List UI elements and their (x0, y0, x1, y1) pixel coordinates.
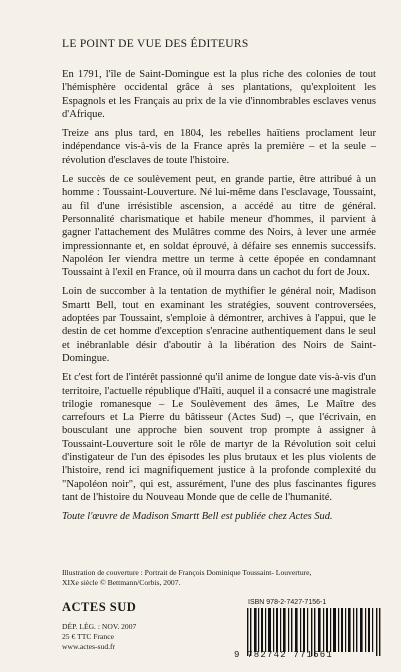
paragraph: Et c'est fort de l'intérêt passionné qu'il anime de longue date vis-à-vis d'un territoire, l'actuelle république d'Haïti, auquel il a consacré une magistrale trilogie romanesque – Le Soulèvement des âmes, Le Maître des carrefours et La Pierre du bâtisseur (Actes Sud) –, que l'écrivain, en bousculant une approche bien souvent trop prompte à assigner à Toussaint-Louverture soit le rôle de martyr de la Révolution soit celui d'instigateur de l'un des épisodes les plus brutaux et les plus violents de l'histoire, rend ici magnifiquement justice à la profonde complexité du "Napoléon noir", qui est, assurément, l'une des plus fascinantes figures tant de l'histoire du Nouveau Monde que de celle de l'humanité. (62, 372, 376, 503)
paragraph: Le succès de ce soulèvement peut, en grande partie, être attribué à un homme : Toussaint-Louverture. Né lui-même dans l'esclavage, Toussaint, au fil d'une irrésistible ascension, a accédé au titre de général. Personnalité charismatique et habile meneur d'hommes, il parvient à gagner l'attachement des Mulâtres comme des Noirs, à lever une armée impressionnante et, en soldat éprouvé, à défaire ses ennemis successifs. Napoléon Ier viendra mettre un terme à cette épopée en condamnant Toussaint à l'exil en France, où il mourra dans un cachot du fort de Joux. (62, 174, 376, 279)
paragraph: Treize ans plus tard, en 1804, les rebelles haïtiens proclament leur indépendance vis-à-vis de la France après la première – et la seule – révolution d'esclaves de toute l'histoire. (62, 128, 376, 166)
paragraph: En 1791, l'île de Saint-Domingue est la plus riche des colonies de tout l'hémisphère occidental grâce à ses plantations, qu'exploitent les Espagnols et les Français au prix de la vie d'innombrables esclaves venus d'Afrique. (62, 69, 376, 120)
blurb-body (62, 68, 376, 510)
legal-deposit: DÉP. LÉG. : NOV. 2007 (62, 622, 137, 631)
illustration-credit-line1: Illustration de couverture : Portrait de François Dominique Toussaint- Louverture, (62, 568, 312, 577)
legal-info (62, 622, 136, 652)
price: 25 € TTC France (62, 632, 114, 641)
illustration-credit-line2: XIXe siècle © Bettmann/Corbis, 2007. (62, 578, 181, 587)
paragraph: Loin de succomber à la tentation de mythifier le général noir, Madison Smartt Bell, tout en examinant les stratégies, souvent controversées, adoptées par Toussaint, s'emploie à démontrer, archives à l'appui, que le destin de cet homme d'exception s'enracine authentiquement dans le seul et inébranlable désir d'aboutir à la libération des Noirs de Saint-Domingue. (62, 286, 376, 364)
barcode-digits: 9 782742 771561 (234, 650, 334, 660)
page-title: LE POINT DE VUE DES ÉDITEURS (62, 38, 249, 50)
illustration-credit (62, 568, 382, 588)
author-note: Toute l'œuvre de Madison Smartt Bell est publiée chez Actes Sud. (62, 511, 333, 522)
website: www.actes-sud.fr (62, 642, 116, 651)
publisher-name: ACTES SUD (62, 600, 137, 614)
isbn: ISBN 978-2-7427-7156-1 (248, 599, 327, 606)
barcode-icon (245, 608, 385, 656)
